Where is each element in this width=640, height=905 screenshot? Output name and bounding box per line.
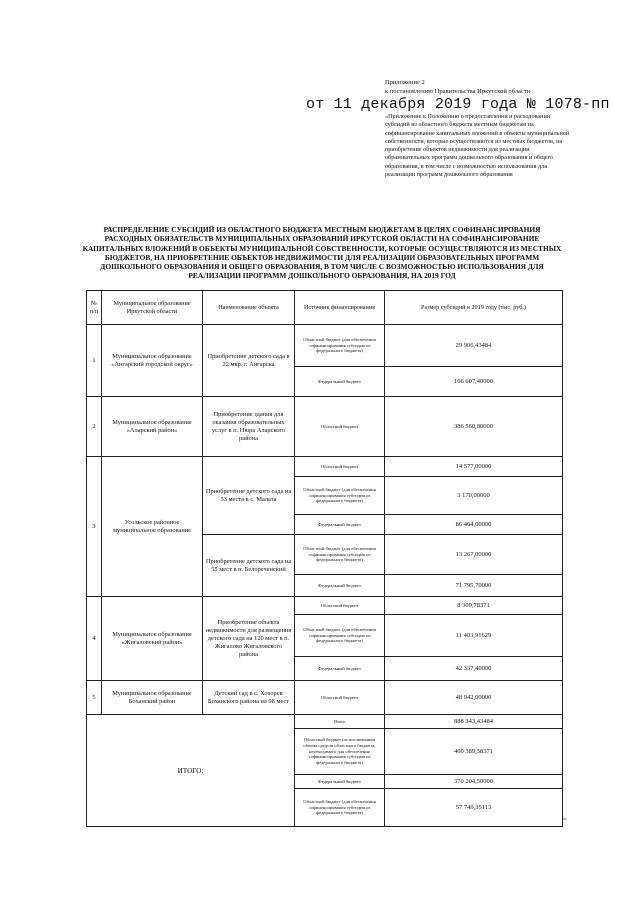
row-municipality: Муниципальное образование «Аларский район» bbox=[102, 397, 203, 457]
row-amount: 71 795,70000 bbox=[385, 575, 563, 597]
row-object: Приобретение здания для оказания образовательных услуг в п. Нюра Аларского района bbox=[203, 397, 295, 457]
appendix-reference: к постановлению Правительства Иркутской области bbox=[385, 88, 531, 95]
appendix-number: Приложение 2 bbox=[385, 79, 425, 86]
table-row bbox=[87, 397, 563, 457]
row-amount: 3 170,00000 bbox=[385, 477, 563, 515]
row-object: Приобретение детского сада на 53 места в с. Мальта bbox=[203, 457, 295, 535]
row-source: Областной бюджет (для обеспечения софинансирования субсидии из федерального бюджета) bbox=[295, 535, 385, 575]
subsidy-distribution-table bbox=[86, 290, 563, 827]
row-num: 1 bbox=[87, 325, 102, 397]
row-source: Областной бюджет (для обеспечения софинансирования субсидии из федерального бюджета) bbox=[295, 325, 385, 367]
row-source: Областной бюджет (за исключением объема средств областного бюджета, необходимого для обеспечения софинансирования субсидии из федерального бюджета) bbox=[295, 729, 385, 775]
document-title: РАСПРЕДЕЛЕНИЕ СУБСИДИЙ ИЗ ОБЛАСТНОГО БЮДЖЕТА МЕСТНЫМ БЮДЖЕТАМ В ЦЕЛЯХ СОФИНАНСИРОВАНИЯ РАСХОДНЫХ ОБЯЗАТЕЛЬСТВ МУНИЦИПАЛЬНЫХ ОБРАЗОВАНИЙ ИРКУТСКОЙ ОБЛАСТИ НА СОФИНАНСИРОВАНИЕ КАПИТАЛЬНЫХ ВЛОЖЕНИЙ В ОБЪЕКТЫ МУНИЦИПАЛЬНОЙ СОБСТВЕННОСТИ, КОТОРЫЕ ОСУЩЕСТВЛЯЮТСЯ ИЗ МЕСТНЫХ БЮДЖЕТОВ, НА ПРИОБРЕТЕНИЕ ОБЪЕКТОВ НЕДВИЖИМОСТИ ДЛЯ РЕАЛИЗАЦИИ ОБРАЗОВАТЕЛЬНЫХ ПРОГРАММ ДОШКОЛЬНОГО ОБРАЗОВАНИЯ И ОБЩЕГО ОБРАЗОВАНИЯ, В ТОМ ЧИСЛЕ С ВОЗМОЖНОСТЬЮ ИСПОЛЬЗОВАНИЯ ДЛЯ РЕАЛИЗАЦИИ ПРОГРАММ ДОШКОЛЬНОГО ОБРАЗОВАНИЯ, НА 2019 ГОД bbox=[82, 225, 562, 281]
totals-label: ИТОГО: bbox=[87, 715, 295, 827]
row-num: 2 bbox=[87, 397, 102, 457]
header-source: Источник финансирования bbox=[295, 291, 385, 325]
row-amount: 42 337,40000 bbox=[385, 657, 563, 681]
table-row bbox=[87, 681, 563, 715]
row-amount: 29 906,43484 bbox=[385, 325, 563, 367]
header-object: Наименование объекта bbox=[203, 291, 295, 325]
row-source: Областной бюджет bbox=[295, 681, 385, 715]
decree-date-stamp: от 11 декабря 2019 года № 1078-пп bbox=[306, 96, 610, 113]
row-source: Областной бюджет (для обеспечения софинансирования субсидии из федерального бюджета) bbox=[295, 789, 385, 827]
row-source: Областной бюджет bbox=[295, 397, 385, 457]
row-municipality: Муниципальное образование «Ангарский городской округ» bbox=[102, 325, 203, 397]
row-object: Приобретение объекта недвижимости для размещения детского сада на 120 мест в п. Жигалово Жигаловского района bbox=[203, 597, 295, 681]
totals-row bbox=[87, 715, 563, 729]
row-municipality: Муниципальное образование Боханский район bbox=[102, 681, 203, 715]
table-row bbox=[87, 597, 563, 615]
row-amount: 888 343,43484 bbox=[385, 715, 563, 729]
row-municipality: Усольское районное муниципальное образование bbox=[102, 457, 203, 597]
row-amount: 14 577,00000 bbox=[385, 457, 563, 477]
row-source: Областной бюджет bbox=[295, 457, 385, 477]
row-amount: 86 464,00000 bbox=[385, 515, 563, 535]
table-row bbox=[87, 457, 563, 477]
row-num: 4 bbox=[87, 597, 102, 681]
header-amount: Размер субсидий в 2019 году (тыс. руб.) bbox=[385, 291, 563, 325]
row-amount: 8 309,78371 bbox=[385, 597, 563, 615]
row-amount: 11 403,91629 bbox=[385, 615, 563, 657]
row-object: Приобретение детского сада в 22 мкр. г. Ангарска bbox=[203, 325, 295, 397]
row-amount: 13 267,00000 bbox=[385, 535, 563, 575]
table-header-row bbox=[87, 291, 563, 325]
row-source: Итого bbox=[295, 715, 385, 729]
row-amount: 460 389,58371 bbox=[385, 729, 563, 775]
table-row bbox=[87, 325, 563, 367]
row-amount: 48 942,00000 bbox=[385, 681, 563, 715]
row-amount: 370 204,50000 bbox=[385, 775, 563, 789]
row-municipality: Муниципальное образование «Жигаловский район» bbox=[102, 597, 203, 681]
row-amount: 57 749,35113 bbox=[385, 789, 563, 827]
row-object: Приобретение детского сада на 55 мест в п. Белореченский bbox=[203, 535, 295, 597]
row-amount: 386 560,80000 bbox=[385, 397, 563, 457]
header-num: № п/п bbox=[87, 291, 102, 325]
row-source: Федеральный бюджет bbox=[295, 515, 385, 535]
row-source: Федеральный бюджет bbox=[295, 575, 385, 597]
row-object: Детский сад в с. Хохорск Боханского района на 98 мест bbox=[203, 681, 295, 715]
row-num: 3 bbox=[87, 457, 102, 597]
row-source: Федеральный бюджет bbox=[295, 657, 385, 681]
row-source: Областной бюджет (для обеспечения софинансирования субсидии из федерального бюджета) bbox=[295, 477, 385, 515]
row-source: Областной бюджет bbox=[295, 597, 385, 615]
closing-quote-mark: ». bbox=[563, 816, 568, 822]
header-municipality: Муниципальное образование Иркутской области bbox=[102, 291, 203, 325]
row-source: Областной бюджет (для обеспечения софинансирования субсидии из федерального бюджета) bbox=[295, 615, 385, 657]
row-source: Федеральный бюджет bbox=[295, 367, 385, 397]
row-amount: 166 607,40000 bbox=[385, 367, 563, 397]
sub-appendix-text: «Приложение к Положению о предоставлении и расходовании субсидий из областного бюджета местным бюджетам на софинансирование капитальных вложений в объекты муниципальной собственности, которые осуществляются из местных бюджетов, на приобретение объектов недвижимости для реализации образовательных программ дошкольного образования и общего образования, в том числе с возможностью использования для реализации программ дошкольного образования bbox=[385, 113, 570, 179]
row-source: Федеральный бюджет bbox=[295, 775, 385, 789]
row-num: 5 bbox=[87, 681, 102, 715]
